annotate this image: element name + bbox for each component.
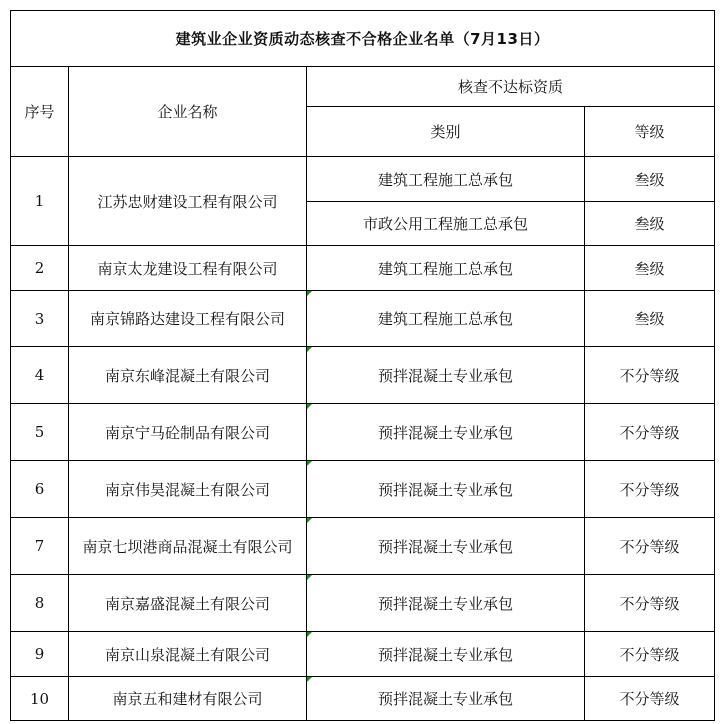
header-row-1 bbox=[11, 67, 715, 107]
table-row bbox=[11, 677, 715, 721]
company-name-cell: 南京伟昊混凝土有限公司 bbox=[69, 461, 307, 518]
table-row bbox=[11, 518, 715, 575]
header-index: 序号 bbox=[11, 67, 69, 157]
qualification-grade-cell: 叁级 bbox=[585, 202, 715, 246]
table-row bbox=[11, 157, 715, 202]
row-index-cell: 3 bbox=[11, 291, 69, 347]
qualification-category-cell: 建筑工程施工总承包 bbox=[307, 157, 585, 202]
qualification-category-cell: 预拌混凝土专业承包 bbox=[307, 677, 585, 721]
company-name-cell: 南京锦路达建设工程有限公司 bbox=[69, 291, 307, 347]
qualification-category-cell: 预拌混凝土专业承包 bbox=[307, 575, 585, 632]
qualification-grade-cell: 不分等级 bbox=[585, 404, 715, 461]
header-qualification: 核查不达标资质 bbox=[307, 67, 715, 107]
company-name-cell: 南京五和建材有限公司 bbox=[69, 677, 307, 721]
disqualified-companies-table bbox=[10, 10, 715, 721]
row-index-cell: 2 bbox=[11, 246, 69, 291]
row-index-cell: 1 bbox=[11, 157, 69, 246]
company-name-cell: 南京七坝港商品混凝土有限公司 bbox=[69, 518, 307, 575]
qualification-grade-cell: 叁级 bbox=[585, 291, 715, 347]
table-row bbox=[11, 575, 715, 632]
company-name-cell: 南京山泉混凝土有限公司 bbox=[69, 632, 307, 677]
header-company: 企业名称 bbox=[69, 67, 307, 157]
table-row bbox=[11, 347, 715, 404]
qualification-grade-cell: 不分等级 bbox=[585, 632, 715, 677]
qualification-category-cell: 预拌混凝土专业承包 bbox=[307, 518, 585, 575]
header-category: 类别 bbox=[307, 107, 585, 157]
company-name-cell: 南京宁马砼制品有限公司 bbox=[69, 404, 307, 461]
header-grade: 等级 bbox=[585, 107, 715, 157]
row-index-cell: 8 bbox=[11, 575, 69, 632]
qualification-category-cell: 预拌混凝土专业承包 bbox=[307, 632, 585, 677]
qualification-category-cell: 预拌混凝土专业承包 bbox=[307, 404, 585, 461]
company-name-cell: 江苏忠财建设工程有限公司 bbox=[69, 157, 307, 246]
qualification-category-cell: 预拌混凝土专业承包 bbox=[307, 347, 585, 404]
table-row bbox=[11, 461, 715, 518]
row-index-cell: 10 bbox=[11, 677, 69, 721]
qualification-category-cell: 建筑工程施工总承包 bbox=[307, 291, 585, 347]
row-index-cell: 5 bbox=[11, 404, 69, 461]
qualification-grade-cell: 不分等级 bbox=[585, 677, 715, 721]
company-name-cell: 南京太龙建设工程有限公司 bbox=[69, 246, 307, 291]
row-index-cell: 4 bbox=[11, 347, 69, 404]
row-index-cell: 6 bbox=[11, 461, 69, 518]
company-name-cell: 南京嘉盛混凝土有限公司 bbox=[69, 575, 307, 632]
qualification-grade-cell: 不分等级 bbox=[585, 575, 715, 632]
table-row bbox=[11, 632, 715, 677]
title-row bbox=[11, 11, 715, 67]
qualification-grade-cell: 叁级 bbox=[585, 246, 715, 291]
qualification-category-cell: 建筑工程施工总承包 bbox=[307, 246, 585, 291]
table-row bbox=[11, 291, 715, 347]
qualification-grade-cell: 不分等级 bbox=[585, 347, 715, 404]
page-title: 建筑业企业资质动态核查不合格企业名单（7月13日） bbox=[11, 11, 715, 67]
qualification-category-cell: 预拌混凝土专业承包 bbox=[307, 461, 585, 518]
qualification-grade-cell: 不分等级 bbox=[585, 518, 715, 575]
table-body bbox=[11, 11, 715, 721]
row-index-cell: 7 bbox=[11, 518, 69, 575]
qualification-category-cell: 市政公用工程施工总承包 bbox=[307, 202, 585, 246]
row-index-cell: 9 bbox=[11, 632, 69, 677]
company-name-cell: 南京东峰混凝土有限公司 bbox=[69, 347, 307, 404]
qualification-grade-cell: 叁级 bbox=[585, 157, 715, 202]
qualification-grade-cell: 不分等级 bbox=[585, 461, 715, 518]
table-row bbox=[11, 246, 715, 291]
table-row bbox=[11, 404, 715, 461]
